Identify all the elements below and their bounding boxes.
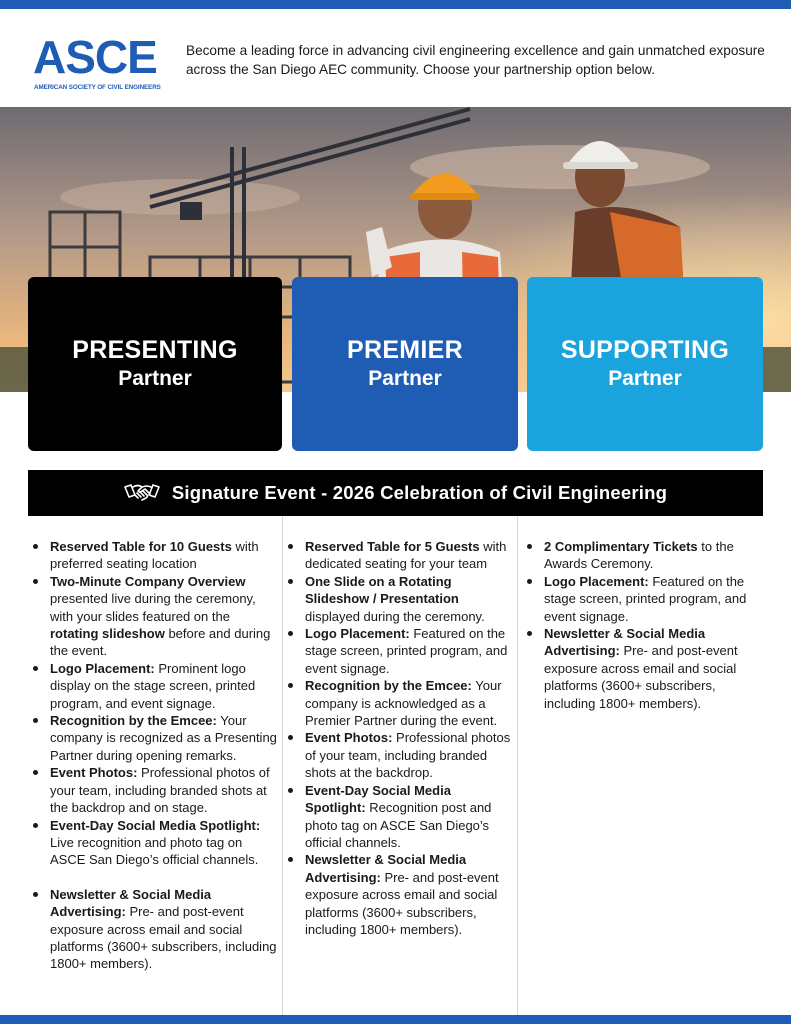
list-item: Recognition by the Emcee: Your company is acknowledged as a Premier Partner during the event. bbox=[283, 677, 515, 729]
tier-name: PRESENTING bbox=[72, 336, 238, 364]
list-item: Event-Day Social Media Spotlight: Recognition post and photo tag on ASCE San Diego’s official channels. bbox=[283, 782, 515, 852]
tier-card-premier[interactable] bbox=[292, 277, 518, 451]
tier-name: SUPPORTING bbox=[560, 336, 730, 364]
benefits-column-presenting bbox=[28, 516, 281, 1015]
intro-text: Become a leading force in advancing civil engineering excellence and gain unmatched exposure across the San Diego AEC community. Choose your partnership option below. bbox=[186, 43, 765, 77]
list-item: Event Photos: Professional photos of your team, including branded shots at the backdrop and on stage. bbox=[28, 764, 278, 816]
logo-subtitle: AMERICAN SOCIETY OF CIVIL ENGINEERS bbox=[34, 84, 161, 91]
list-item: Recognition by the Emcee: Your company is recognized as a Presenting Partner during opening remarks. bbox=[28, 712, 278, 764]
handshake-icon bbox=[124, 481, 160, 505]
event-title: Signature Event - 2026 Celebration of Civil Engineering bbox=[171, 482, 668, 503]
tier-card-presenting[interactable] bbox=[28, 277, 282, 451]
asce-logo bbox=[33, 31, 161, 96]
list-item: Newsletter & Social Media Advertising: Pre- and post-event exposure across email and social platforms (3600+ subscribers, including 1800+ members). bbox=[283, 851, 515, 938]
tier-sub: Partner bbox=[118, 367, 192, 390]
list-item: Event-Day Social Media Spotlight: Live recognition and photo tag on ASCE San Diego’s official channels. bbox=[28, 817, 278, 869]
tier-card-supporting[interactable] bbox=[527, 277, 763, 451]
list-item: Reserved Table for 5 Guests with dedicated seating for your team bbox=[283, 538, 515, 573]
list-item: Logo Placement: Featured on the stage screen, printed program, and event signage. bbox=[283, 625, 515, 677]
tier-sub: Partner bbox=[368, 367, 442, 390]
list-item: One Slide on a Rotating Slideshow / Presentation displayed during the ceremony. bbox=[283, 573, 515, 625]
list-item: Newsletter & Social Media Advertising: Pre- and post-event exposure across email and social platforms (3600+ subscribers, including 1800+ members). bbox=[522, 625, 762, 712]
list-item: 2 Complimentary Tickets to the Awards Ceremony. bbox=[522, 538, 762, 573]
top-accent-bar bbox=[0, 0, 791, 9]
benefits-list bbox=[283, 538, 515, 938]
list-item: Logo Placement: Prominent logo display on the stage screen, printed program, and event signage. bbox=[28, 660, 278, 712]
event-banner bbox=[28, 470, 763, 516]
logo-wordmark: ASCE bbox=[33, 31, 157, 83]
benefits-column-premier bbox=[282, 516, 517, 1015]
benefits-list bbox=[28, 538, 278, 973]
list-item: Newsletter & Social Media Advertising: Pre- and post-event exposure across email and social platforms (3600+ subscribers, including 1800+ members). bbox=[28, 886, 278, 973]
benefits-column-supporting bbox=[517, 516, 763, 1015]
list-item: Logo Placement: Featured on the stage screen, printed program, and event signage. bbox=[522, 573, 762, 625]
header bbox=[0, 9, 791, 107]
tier-name: PREMIER bbox=[346, 336, 463, 364]
list-item: Two-Minute Company Overview presented live during the ceremony, with your slides featured on the rotating slideshow before and during the event. bbox=[28, 573, 278, 660]
tier-sub: Partner bbox=[608, 367, 682, 390]
bottom-accent-bar bbox=[0, 1015, 791, 1024]
list-item: Event Photos: Professional photos of your team, including branded shots at the backdrop. bbox=[283, 729, 515, 781]
benefits-list bbox=[522, 538, 762, 712]
list-item: Reserved Table for 10 Guests with preferred seating location bbox=[28, 538, 278, 573]
